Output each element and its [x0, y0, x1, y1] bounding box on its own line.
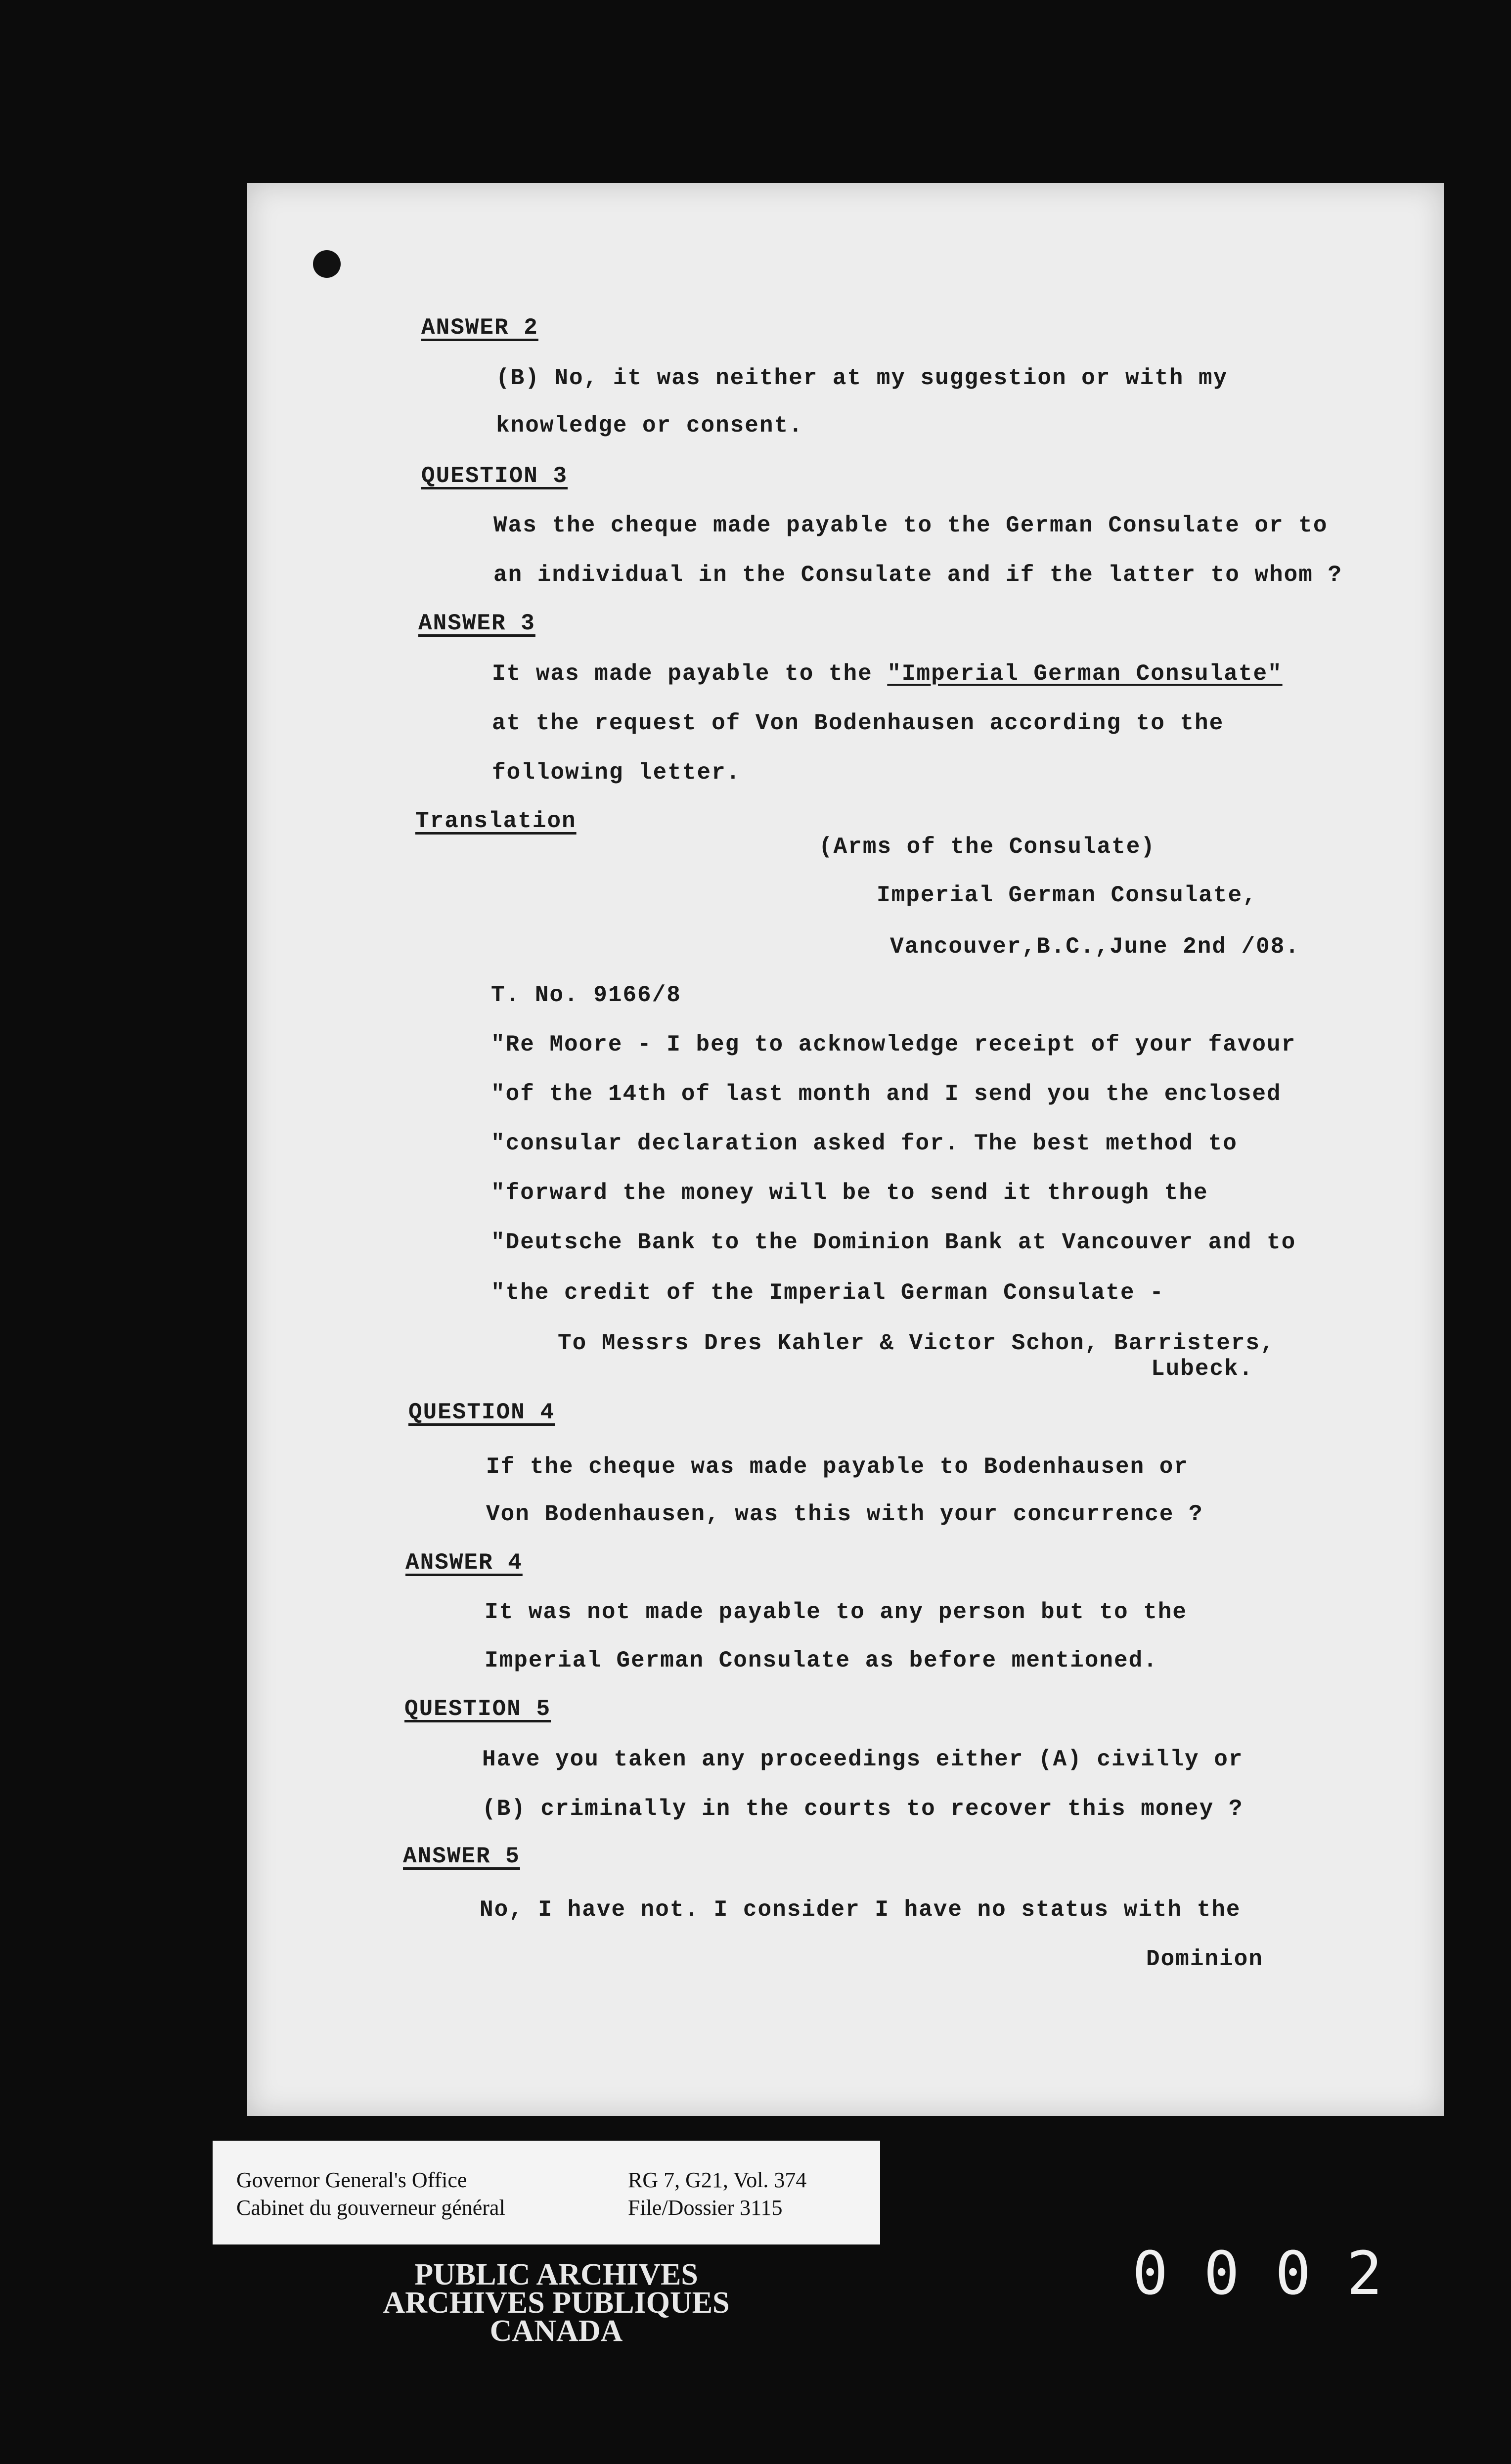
- text-line: "Re Moore - I beg to acknowledge receipt of your favour: [491, 1032, 1296, 1057]
- text-line: No, I have not. I consider I have no status with the: [480, 1897, 1241, 1923]
- text-line: an individual in the Consulate and if the latter to whom ?: [493, 562, 1343, 588]
- archive-file: File/Dossier 3115: [628, 2196, 783, 2220]
- text-line: T. No. 9166/8: [491, 982, 681, 1008]
- text-line: "Deutsche Bank to the Dominion Bank at Vancouver and to: [491, 1230, 1296, 1255]
- heading-answer-2: ANSWER 2: [421, 315, 538, 341]
- text-line: Dominion: [1146, 1946, 1263, 1972]
- archive-reference: RG 7, G21, Vol. 374: [628, 2168, 807, 2192]
- frame-number: 0 0 0 2: [1132, 2240, 1382, 2308]
- text-line: To Messrs Dres Kahler & Victor Schon, Barristers,: [558, 1330, 1275, 1356]
- punch-hole: [313, 250, 341, 278]
- office-french: Cabinet du gouverneur général: [236, 2196, 505, 2220]
- heading-question-5: QUESTION 5: [404, 1696, 551, 1722]
- text-line: at the request of Von Bodenhausen according to the: [492, 710, 1224, 736]
- text-line: "forward the money will be to send it through the: [491, 1180, 1208, 1206]
- heading-question-3: QUESTION 3: [421, 463, 568, 489]
- text-line: "of the 14th of last month and I send you the enclosed: [491, 1081, 1282, 1107]
- text-line: following letter.: [492, 760, 741, 786]
- text-line: It was not made payable to any person but to the: [485, 1599, 1188, 1625]
- text-line: (B) No, it was neither at my suggestion or with my: [496, 365, 1228, 391]
- heading-answer-3: ANSWER 3: [418, 611, 535, 636]
- heading-answer-4: ANSWER 4: [405, 1550, 523, 1576]
- archives-stamp-line2: ARCHIVES PUBLIQUES: [383, 2286, 730, 2320]
- text-line: Imperial German Consulate,: [877, 882, 1257, 908]
- text-line: If the cheque was made payable to Bodenhausen or: [486, 1454, 1189, 1480]
- text-line: Von Bodenhausen, was this with your concurrence ?: [486, 1501, 1203, 1527]
- heading-answer-5: ANSWER 5: [403, 1844, 520, 1869]
- text-segment: It was made payable to the: [492, 661, 873, 687]
- text-line: Lubeck.: [1151, 1356, 1254, 1382]
- office-english: Governor General's Office: [236, 2168, 467, 2192]
- text-line: Imperial German Consulate as before mentioned.: [485, 1648, 1158, 1673]
- text-line: "consular declaration asked for. The best method to: [491, 1131, 1238, 1156]
- text-line: "the credit of the Imperial German Consulate -: [491, 1280, 1164, 1306]
- archives-stamp-line3: CANADA: [489, 2314, 623, 2348]
- heading-question-4: QUESTION 4: [408, 1400, 555, 1425]
- text-line: knowledge or consent.: [496, 413, 803, 439]
- text-line: Vancouver,B.C.,June 2nd /08.: [890, 934, 1300, 960]
- text-line: Have you taken any proceedings either (A) civilly or: [482, 1747, 1244, 1772]
- text-line: (B) criminally in the courts to recover this money ?: [482, 1796, 1244, 1822]
- text-line: [492, 662, 1283, 685]
- heading-translation: Translation: [415, 808, 577, 834]
- text-line: Was the cheque made payable to the German Consulate or to: [493, 513, 1328, 538]
- archives-stamp-line1: PUBLIC ARCHIVES: [414, 2258, 698, 2291]
- text-line: (Arms of the Consulate): [819, 834, 1155, 860]
- underlined-consulate-name: "Imperial German Consulate": [887, 661, 1283, 687]
